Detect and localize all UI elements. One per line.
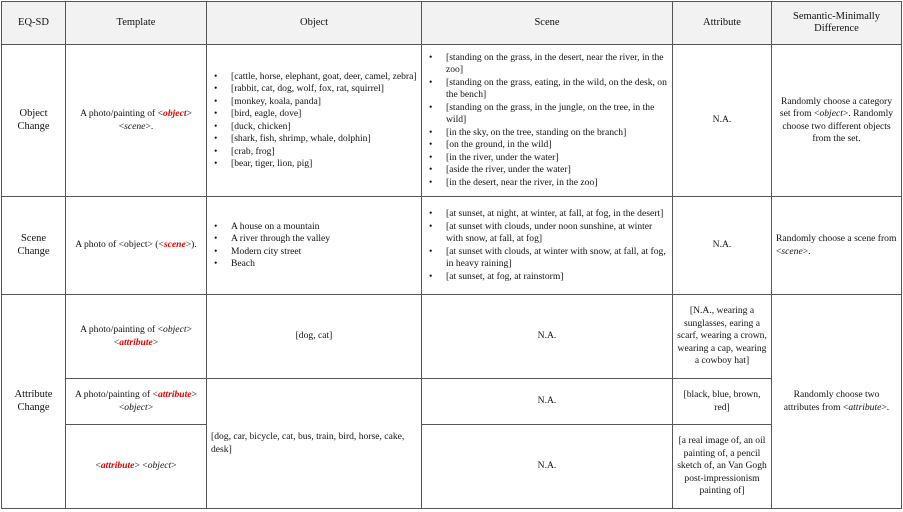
template-attribute-token: attribute <box>157 389 192 400</box>
list-item: • [standing on the grass, eating, in the wild, on the desk, on the bench] <box>426 77 668 102</box>
list-item: • [duck, chicken] <box>211 121 417 134</box>
template-text: > < <box>118 389 197 413</box>
template-scene-token: scene <box>124 120 146 132</box>
difference-text: Randomly choose two attributes from < <box>783 389 880 413</box>
template-object-token: object <box>163 324 187 335</box>
scene-change-scenes <box>422 197 673 295</box>
list-item: • [at sunset, at fog, at rainstorm] <box>426 271 668 284</box>
attribute-change-objects-shared: [dog, car, bicycle, cat, bus, train, bird, horse, cake, desk] <box>207 379 422 509</box>
object-change-row <box>2 45 902 197</box>
header-object: Object <box>207 2 422 45</box>
list-item: • [shark, fish, shrimp, whale, dolphin] <box>211 133 417 146</box>
template-text: < <box>95 460 101 472</box>
list-item: • [monkey, koala, panda] <box>211 96 417 109</box>
template-text: > < <box>134 460 148 472</box>
attribute-change-scene-1: N.A. <box>422 295 673 379</box>
template-text: > < <box>113 324 192 348</box>
attribute-change-attribute-2: [black, blue, brown, red] <box>673 379 772 425</box>
object-change-label: Object Change <box>2 45 66 197</box>
attribute-change-row-1 <box>2 295 902 379</box>
header-row <box>2 2 902 45</box>
eq-sd-table <box>1 1 902 509</box>
list-item: • [bear, tiger, lion, pig] <box>211 158 417 171</box>
scene-change-template <box>66 197 207 295</box>
attribute-change-template-3 <box>66 425 207 509</box>
object-change-scenes <box>422 45 673 197</box>
attribute-change-attribute-3: [a real image of, an oil painting of, a pencil sketch of, an Van Gogh post-impressionism painting of] <box>673 425 772 509</box>
template-text: >). <box>185 239 197 251</box>
list-item: • [crab, frog] <box>211 146 417 159</box>
attribute-change-template-2 <box>66 379 207 425</box>
difference-object-token: object <box>819 108 843 119</box>
scene-change-label: Scene Change <box>2 197 66 295</box>
difference-text: Randomly choose a category set from < <box>779 95 893 119</box>
template-text: A photo of <object> (< <box>75 239 164 251</box>
list-item: • Beach <box>211 258 417 271</box>
object-change-attribute: N.A. <box>673 45 772 197</box>
attribute-change-attribute-1: [N.A., wearing a sunglasses, earing a scarf, wearing a crown, wearing a cap, wearing a cowboy hat] <box>673 295 772 379</box>
list-item: • A river through the valley <box>211 233 417 246</box>
list-item: • [in the sky, on the tree, standing on the branch] <box>426 127 668 140</box>
template-text: > < <box>118 108 192 132</box>
scene-list <box>426 208 668 283</box>
scene-change-difference <box>772 197 902 295</box>
difference-attribute-token: attribute <box>848 401 882 413</box>
header-template: Template <box>66 2 207 45</box>
template-text: >. <box>145 120 154 132</box>
list-item: • [cattle, horse, elephant, goat, deer, camel, zebra] <box>211 71 417 84</box>
list-item: • [standing on the grass, in the jungle, on the tree, in the wild] <box>426 102 668 127</box>
difference-text: Randomly choose a scene from < <box>776 233 897 257</box>
object-list <box>211 221 417 271</box>
list-item: • [at sunset with clouds, under noon sunshine, at winter with snow, at fall, at fog] <box>426 221 668 246</box>
object-change-objects <box>207 45 422 197</box>
list-item: • [at sunset, at night, at winter, at fall, at fog, in the desert] <box>426 208 668 221</box>
list-item: • Modern city street <box>211 246 417 259</box>
object-change-template <box>66 45 207 197</box>
list-item: • [at sunset with clouds, at winter with snow, at fall, at fog, in heavy raining] <box>426 246 668 271</box>
list-item: • A house on a mountain <box>211 221 417 234</box>
list-item: • [aside the river, under the water] <box>426 164 668 177</box>
attribute-change-row-2 <box>2 379 902 425</box>
list-item: • [in the desert, near the river, in the zoo] <box>426 177 668 190</box>
header-semantic-minimally-difference: Semantic-Minimally Difference <box>772 2 902 45</box>
list-item: • [in the river, under the water] <box>426 152 668 165</box>
template-scene-token: scene <box>163 239 186 251</box>
template-attribute-token: attribute <box>119 336 153 348</box>
template-text: > <box>147 401 154 413</box>
attribute-change-scene-3: N.A. <box>422 425 673 509</box>
scene-change-row <box>2 197 902 295</box>
difference-scene-token: scene <box>781 245 803 257</box>
template-attribute-token: attribute <box>100 460 135 472</box>
template-object-token: object <box>163 108 187 119</box>
difference-text: >. <box>881 401 890 413</box>
attribute-change-template-1 <box>66 295 207 379</box>
attribute-change-scene-2: N.A. <box>422 379 673 425</box>
template-object-token: object <box>124 401 148 413</box>
header-eq-sd: EQ-SD <box>2 2 66 45</box>
object-list <box>211 71 417 171</box>
template-text: A photo/painting of < <box>75 389 158 400</box>
template-text: A photo/painting of < <box>80 108 164 119</box>
attribute-change-difference <box>772 295 902 509</box>
list-item: • [standing on the grass, in the desert, near the river, in the zoo] <box>426 52 668 77</box>
attribute-change-objects-1: [dog, cat] <box>207 295 422 379</box>
list-item: • [on the ground, in the wild] <box>426 139 668 152</box>
template-text: > <box>152 336 159 348</box>
scene-change-attribute: N.A. <box>673 197 772 295</box>
header-attribute: Attribute <box>673 2 772 45</box>
list-item: • [bird, eagle, dove] <box>211 108 417 121</box>
template-object-token: object <box>147 460 172 472</box>
attribute-change-label: Attribute Change <box>2 295 66 509</box>
template-text: > <box>171 460 177 472</box>
attribute-change-row-3 <box>2 425 902 509</box>
difference-text: >. Randomly choose two different objects from the set. <box>782 108 894 144</box>
template-text: A photo/painting of < <box>80 324 164 335</box>
difference-text: >. <box>802 245 811 257</box>
header-scene: Scene <box>422 2 673 45</box>
object-change-difference <box>772 45 902 197</box>
scene-change-objects <box>207 197 422 295</box>
list-item: • [rabbit, cat, dog, wolf, fox, rat, squirrel] <box>211 83 417 96</box>
scene-list <box>426 52 668 190</box>
